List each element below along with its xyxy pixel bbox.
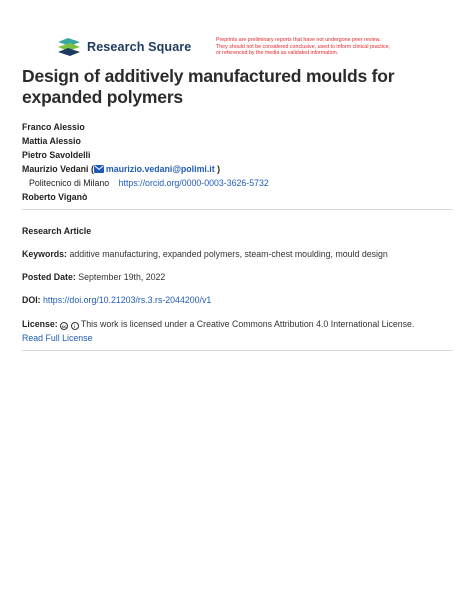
keywords-row (22, 248, 388, 260)
license-label: License: (22, 319, 58, 329)
author-name: Franco Alessio (22, 122, 85, 132)
author-name: Pietro Savoldelli (22, 149, 91, 160)
license-text: This work is licensed under a Creative Commons Attribution 4.0 International License. (80, 319, 415, 329)
author-name: Mattia Alessio (22, 135, 81, 146)
license-row (22, 318, 414, 330)
posted-date-label: Posted Date: (22, 272, 76, 282)
disclaimer-line: or referenced by the media as validated information. (216, 50, 339, 57)
author-email: maurizio.vedani@polimi.it (105, 163, 215, 174)
doi-row (22, 294, 211, 306)
author-email-link[interactable] (94, 164, 215, 174)
doi-label: DOI: (22, 295, 41, 305)
affiliation: Politecnico di Milano (29, 177, 110, 188)
read-license-row (22, 332, 92, 344)
keywords-label: Keywords: (22, 249, 67, 259)
brand-name: Research Square (87, 40, 192, 54)
doi-link[interactable]: https://doi.org/10.21203/rs.3.rs-2044200/v1 (43, 295, 212, 305)
keywords-value: additive manufacturing, expanded polymers, steam-chest moulding, mould design (69, 249, 388, 259)
posted-date-value: September 19th, 2022 (78, 272, 166, 282)
cc-icon[interactable]: cc (61, 324, 67, 329)
header (0, 0, 474, 62)
research-square-logo[interactable] (58, 38, 191, 56)
article-title: Design of additively manufactured moulds for expanded polymers (22, 66, 395, 107)
article-type (22, 225, 91, 237)
envelope-icon (94, 165, 104, 173)
disclaimer-line: They should not be considered conclusive, used to inform clinical practice, (216, 43, 391, 50)
divider (22, 209, 453, 210)
corresponding-author (22, 163, 269, 177)
open-paren: ( (90, 163, 94, 174)
orcid-link[interactable]: https://orcid.org/0000-0003-3626-5732 (118, 177, 269, 188)
disclaimer-line: Preprints are preliminary reports that have not undergone peer review. (216, 37, 381, 43)
author-affiliation-row (22, 177, 269, 191)
by-icon[interactable]: i (71, 322, 79, 330)
divider (22, 350, 453, 351)
close-paren: ) (217, 163, 221, 174)
article-type-label: Research Article (22, 226, 92, 236)
author-name: Roberto Viganò (22, 191, 88, 202)
author-list (22, 121, 269, 204)
author-name: Maurizio Vedani (22, 163, 89, 174)
posted-date-row (22, 271, 165, 283)
read-full-license-link[interactable]: Read Full License (22, 333, 93, 343)
research-square-icon (58, 38, 81, 56)
preprint-disclaimer (216, 37, 436, 57)
